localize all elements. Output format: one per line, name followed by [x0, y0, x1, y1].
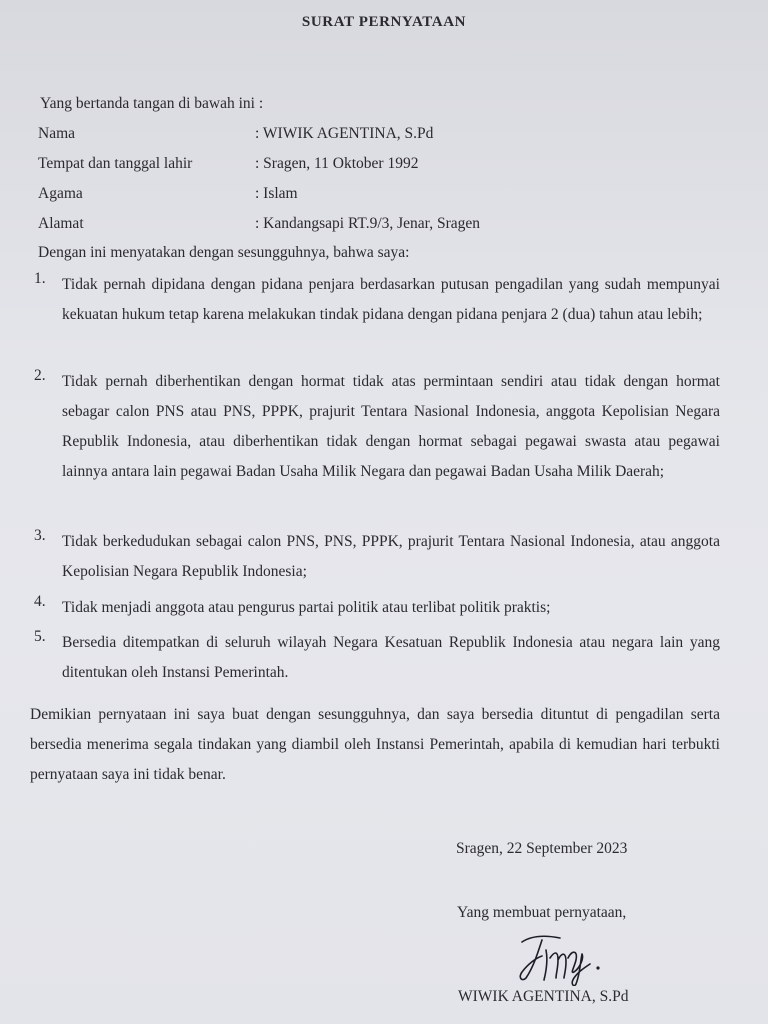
document-title: SURAT PERNYATAAN	[301, 14, 467, 30]
field-label: Agama	[38, 185, 83, 202]
field-birth	[38, 155, 418, 173]
signature-icon	[512, 928, 608, 986]
item-text: Tidak pernah dipidana dengan pidana penjara berdasarkan putusan pengadilan yang sudah mempunyai kekuatan hukum tetap karena melakukan tindak pidana dengan pidana penjara 2 (dua) tahun atau lebih;	[62, 276, 720, 323]
item-number: 5.	[34, 628, 46, 645]
item-text: Tidak berkedudukan sebagai calon PNS, PNS, PPPK, prajurit Tentara Nasional Indonesia, atau anggota Kepolisian Negara Republik Indonesia;	[62, 533, 720, 580]
item-text: Tidak pernah diberhentikan dengan hormat tidak atas permintaan sendiri atau tidak dengan hormat sebagar calon PNS atau PNS, PPPK, prajurit Tentara Nasional Indonesia, anggota Kepolisian Negara Republik Indonesia, atau diberhentikan tidak dengan hormat sebagai pegawai swasta atau pegawai lainnya antara lain pegawai Badan Usaha Milik Negara dan pegawai Badan Usaha Milik Daerah;	[62, 373, 720, 480]
item-text: Tidak menjadi anggota atau pengurus partai politik atau terlibat politik praktis;	[62, 599, 551, 616]
statement-item-5	[34, 628, 720, 688]
intro-line: Yang bertanda tangan di bawah ini :	[40, 95, 264, 112]
field-label: Tempat dan tanggal lahir	[38, 155, 193, 172]
place-date: Sragen, 22 September 2023	[456, 840, 628, 857]
statement-line: Dengan ini menyatakan dengan sesungguhnya, bahwa saya:	[38, 244, 410, 261]
field-label: Alamat	[38, 215, 84, 232]
statement-item-2	[34, 367, 720, 487]
field-value: : Islam	[255, 185, 298, 202]
maker-label: Yang membuat pernyataan,	[457, 904, 627, 921]
field-value: : Sragen, 11 Oktober 1992	[255, 155, 419, 172]
field-value: : WIWIK AGENTINA, S.Pd	[255, 125, 434, 142]
field-religion	[38, 185, 298, 203]
field-label: Nama	[38, 125, 76, 142]
statement-item-4	[34, 593, 720, 623]
item-number: 3.	[34, 527, 46, 544]
item-number: 2.	[34, 367, 46, 384]
closing-paragraph: Demikian pernyataan ini saya buat dengan sesungguhnya, dan saya bersedia dituntut di pengadilan serta bersedia menerima segala tindakan yang diambil oleh Instansi Pemerintah, apabila di kemudian hari terbukti pernyataan saya ini tidak benar.	[30, 706, 720, 783]
item-number: 4.	[34, 593, 46, 610]
item-number: 1.	[34, 270, 46, 287]
statement-item-1	[34, 270, 720, 330]
field-value: : Kandangsapi RT.9/3, Jenar, Sragen	[255, 215, 481, 232]
field-name	[38, 125, 433, 143]
field-address	[38, 215, 480, 233]
item-text: Bersedia ditempatkan di seluruh wilayah Negara Kesatuan Republik Indonesia atau negara lain yang ditentukan oleh Instansi Pemerintah.	[62, 634, 720, 681]
statement-item-3	[34, 527, 720, 587]
signer-name: WIWIK AGENTINA, S.Pd	[458, 988, 629, 1005]
